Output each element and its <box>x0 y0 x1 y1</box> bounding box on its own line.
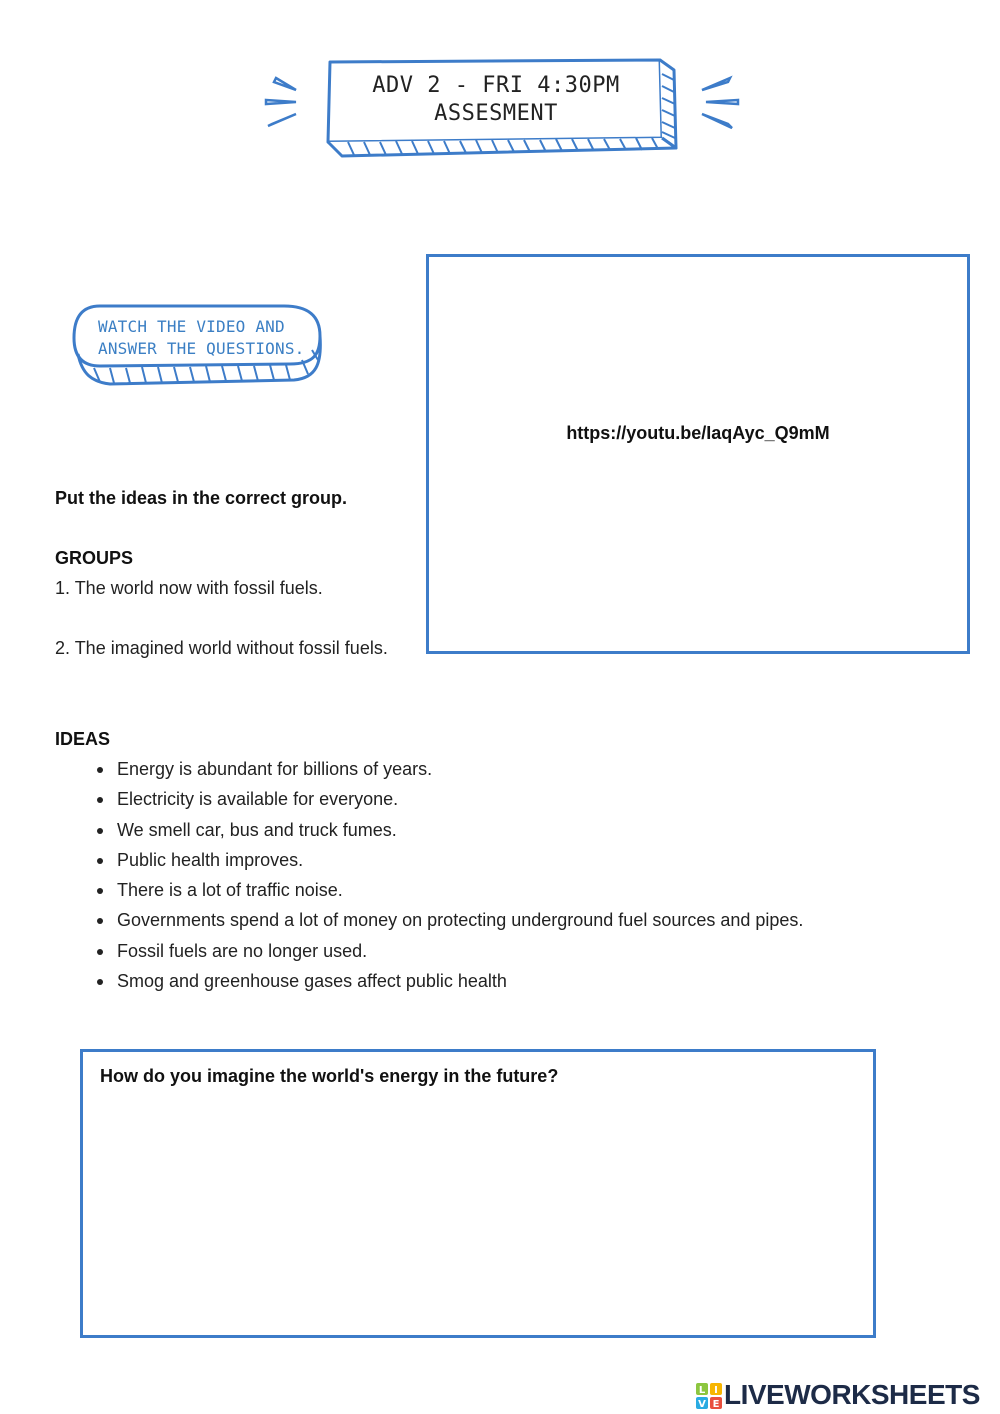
idea-item: Energy is abundant for billions of years. <box>117 754 997 784</box>
logo-badge-letter: E <box>712 1399 720 1409</box>
groups-heading: GROUPS <box>55 548 134 568</box>
title-line-1: ADV 2 - FRI 4:30PM <box>372 73 620 98</box>
logo-badge-letter: L <box>698 1385 706 1396</box>
idea-item: Public health improves. <box>117 845 997 875</box>
page-title <box>340 72 652 128</box>
title-line-2: ASSESMENT <box>434 101 558 126</box>
liveworksheets-logo-text: LIVEWORKSHEETS <box>724 1379 980 1410</box>
instruction-line-1: WATCH THE VIDEO AND <box>98 317 285 336</box>
instruction-text <box>98 316 308 360</box>
logo-badge-letter: V <box>698 1399 706 1409</box>
logo-badge-letter: I <box>714 1385 718 1396</box>
ideas-list <box>55 754 997 996</box>
video-link[interactable]: https://youtu.be/IaqAyc_Q9mM <box>566 423 830 443</box>
idea-item: Electricity is available for everyone. <box>117 784 997 814</box>
idea-item: Smog and greenhouse gases affect public health <box>117 966 997 996</box>
answer-box[interactable] <box>80 1049 876 1338</box>
activity-instruction: Put the ideas in the correct group. <box>55 488 348 508</box>
liveworksheets-logo-icon <box>696 1383 722 1409</box>
question-prompt: How do you imagine the world's energy in the future? <box>100 1066 559 1086</box>
group-item: 1. The world now with fossil fuels. <box>55 578 323 598</box>
instruction-line-2: ANSWER THE QUESTIONS. <box>98 339 305 358</box>
idea-item: There is a lot of traffic noise. <box>117 875 997 905</box>
video-box <box>426 254 970 654</box>
idea-item: Governments spend a lot of money on protecting underground fuel sources and pipes. <box>117 905 997 935</box>
idea-item: Fossil fuels are no longer used. <box>117 936 997 966</box>
ideas-heading: IDEAS <box>55 729 111 749</box>
group-item: 2. The imagined world without fossil fuels. <box>55 638 388 658</box>
idea-item: We smell car, bus and truck fumes. <box>117 815 997 845</box>
